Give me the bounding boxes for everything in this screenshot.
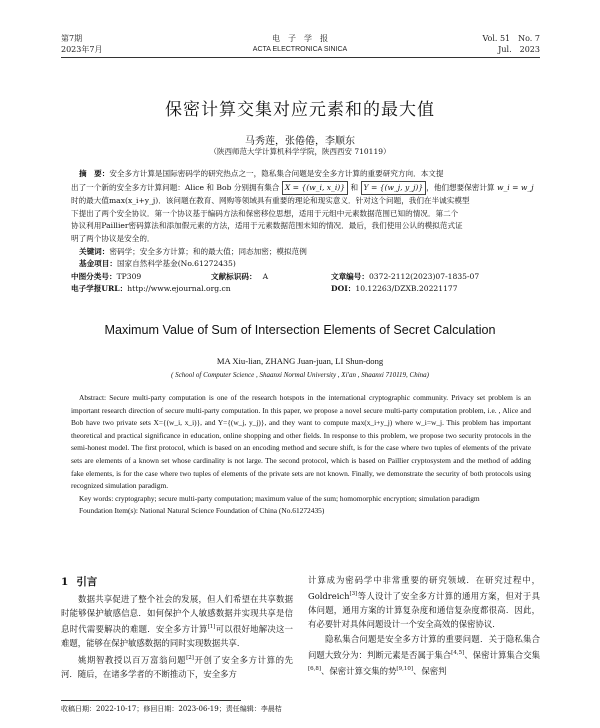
header-journal-cn: 电 子 学 报 xyxy=(272,34,328,43)
abstract-cn-line2c: ，他们想要保密计算 xyxy=(426,182,495,192)
set-x: X = {(w_i, x_i)} xyxy=(282,181,348,196)
title-cn: 保密计算交集对应元素和的最大值 xyxy=(165,100,435,120)
header-rule xyxy=(61,57,540,58)
abstract-cn-label: 摘 要： xyxy=(79,169,110,178)
title-en: Maximum Value of Sum of Intersection Elements of Secret Calculation xyxy=(104,323,496,337)
authors-en: MA Xiu-lian, ZHANG Juan-juan, LI Shun-dong xyxy=(216,356,384,366)
abstract-cn-line1: 安全多方计算是国际密码学的研究热点之一，隐私集合问题是安全多方计算的重要研究方向．本文提 xyxy=(109,169,444,178)
authors-cn: 马秀莲，张倦倦，李顺东 xyxy=(245,136,355,147)
header-journal-en: ACTA ELECTRONICA SINICA xyxy=(252,46,348,53)
article-value: 0372-2112(2023)07-1835-07 xyxy=(368,271,480,281)
abstract-cn-line5: 协议利用Paillier密码算法和添加假元素的方法，适用于元素数据范围未知的情况．最后，我们使用公认的模拟范式证 xyxy=(71,221,463,231)
body-right-p2a: 隐私集合问题是安全多方计算的重要问题．关于隐私集合问题大致分为：判断元素是否属于集合 xyxy=(308,633,540,660)
clc-label: 中图分类号： xyxy=(71,271,117,281)
body-left-p2b: 开创了安全多方计算的先河．随后，在诸多学者的不断推动下，安全多方 xyxy=(61,654,294,679)
affiliation-en: ( School of Computer Science , Shaanxi Normal University , Xi'an , Shaanxi 710119, China) xyxy=(171,371,429,379)
set-y: Y = {(w_j, y_j)} xyxy=(361,181,427,196)
body-left-p1b: 可以很好地解决这一难题，能够在保护敏感数据的同时实现数据共享． xyxy=(61,624,293,649)
abstract-cn-line2b: 和 xyxy=(350,182,359,192)
body-right-p2b: 、保密计算集合交集 xyxy=(464,649,541,660)
article-label: 文章编号： xyxy=(331,271,369,281)
doc-label: 文献标识码： xyxy=(211,271,257,281)
footer-received: 收稿日期：2022-10-17；修回日期：2023-06-19；责任编辑：李晨桔 xyxy=(61,705,282,713)
body-right-p1a: 计算成为密码学中非常重要的研究领域．在研究过程中，Goldreich xyxy=(308,575,540,601)
header-issue: 第7期 xyxy=(61,34,83,43)
citation-ref: [2] xyxy=(186,654,194,661)
doi-value: 10.12263/DZXB.20221177 xyxy=(355,284,458,294)
header-date-en: Jul. 2023 xyxy=(498,45,540,54)
abstract-cn-line6: 明了两个协议是安全的． xyxy=(71,233,155,243)
section-number: 1 xyxy=(61,576,69,588)
keywords-cn-label: 关键词： xyxy=(79,246,110,256)
body-left-column xyxy=(61,592,293,681)
fund-cn-label: 基金项目： xyxy=(79,259,117,269)
clc-value: TP309 xyxy=(116,271,142,281)
condition: w_i = w_j xyxy=(497,182,534,192)
body-left-p1a: 数据共享促进了整个社会的发展，但人们希望在共享数据时能够保护敏感信息．如何保护个人敏感数据并实现共享是信息时代需要解决的难题．安全多方计算 xyxy=(61,594,293,635)
abstract-cn-line3: 时的最大值max(x_i+y_j)．该问题在教育、网购等领域具有重要的理论和现实意义．针对这个问题，我们在半诚实模型 xyxy=(71,196,470,206)
body-right-p1b: 等人设计了安全多方计算的通用方案，但对于具体问题，通用方案的计算复杂度和通信复杂度都很高．因此，有必要针对具体问题设计一个安全高效的保密协议． xyxy=(308,591,540,630)
keywords-en: cryptography; secure multi-party computation; maximum value of the sum; homomorphic encryption; simulation paradigm xyxy=(115,493,480,503)
doi-label: DOI： xyxy=(331,284,356,294)
body-right-p2c: 、保密计算交集的势 xyxy=(321,665,397,676)
abstract-en xyxy=(71,392,531,518)
fund-en: National Natural Science Foundation of China (No.61272435) xyxy=(139,506,325,516)
journal-url[interactable]: http://www.ejournal.org.cn xyxy=(127,284,231,294)
citation-ref: [4,5] xyxy=(451,649,465,656)
citation-ref: [6,8] xyxy=(308,665,322,672)
body-left-p2a: 姚期智教授以百万富翁问题 xyxy=(78,654,187,665)
doc-value: A xyxy=(262,271,269,281)
header-date-cn: 2023年7月 xyxy=(61,45,103,54)
abstract-en-text: Secure multi-party computation is one of the research hotspots in the international cryptographic community. Privacy set problem is an important research direction of secure multi-party computation. In this paper, we propose a novel secure multi-party computation problem, i.e. , Alice and Bob have two private sets X={(w_i, x_i)}, and Y={(w_j, y_j)}, and they want to compute max(x_i+y_j) where w_i=w_j. This problem has important theoretical and practical significance in education, online shopping and other fields. In response to this problem, we propose two security protocols in the semi-honest model. The first protocol, which is based on an encoding method and secure shift, is for the case where two tuples of elements of the private sets are elements of a known set whose cardinality is not large. The second protocol, which is based on Paillier cryptosystem and the method of adding fake elements, is for the case where two tuples of elements of the private sets are not known. Finally, we demonstrate the security of both protocols using recognized simulation paradigm. xyxy=(71,393,531,491)
citation-ref: [1] xyxy=(207,624,216,631)
keywords-en-label: Key words: xyxy=(79,493,114,503)
citation-ref: [3] xyxy=(349,591,358,598)
abstract-en-label: Abstract: xyxy=(79,393,107,402)
footer-rule xyxy=(61,700,241,701)
header-volume: Vol. 51 No. 7 xyxy=(482,34,540,43)
abstract-cn-line4: 下提出了两个安全协议．第一个协议基于编码方法和保密移位思想，适用于元组中元素数据范围已知的情况．第二个 xyxy=(71,208,459,218)
keywords-cn: 密码学；安全多方计算；和的最大值；同态加密；模拟范例 xyxy=(109,246,307,256)
fund-cn: 国家自然科学基金(No.61272435) xyxy=(116,259,236,269)
affiliation-cn: （陕西师范大学计算机科学学院，陕西西安 710119） xyxy=(209,147,391,156)
body-right-column xyxy=(308,573,540,678)
section-heading xyxy=(61,574,97,589)
citation-ref: [9,10] xyxy=(396,665,413,672)
abstract-cn-line2a: 出了一个新的安全多方计算问题：Alice 和 Bob 分别拥有集合 xyxy=(71,182,280,192)
abstract-cn xyxy=(71,168,534,296)
fund-en-label: Foundation Item(s): xyxy=(79,506,138,516)
body-right-p2d: 、保密判 xyxy=(412,665,447,676)
url-label: 电子学报URL： xyxy=(71,284,128,294)
section-title: 引言 xyxy=(76,576,98,588)
